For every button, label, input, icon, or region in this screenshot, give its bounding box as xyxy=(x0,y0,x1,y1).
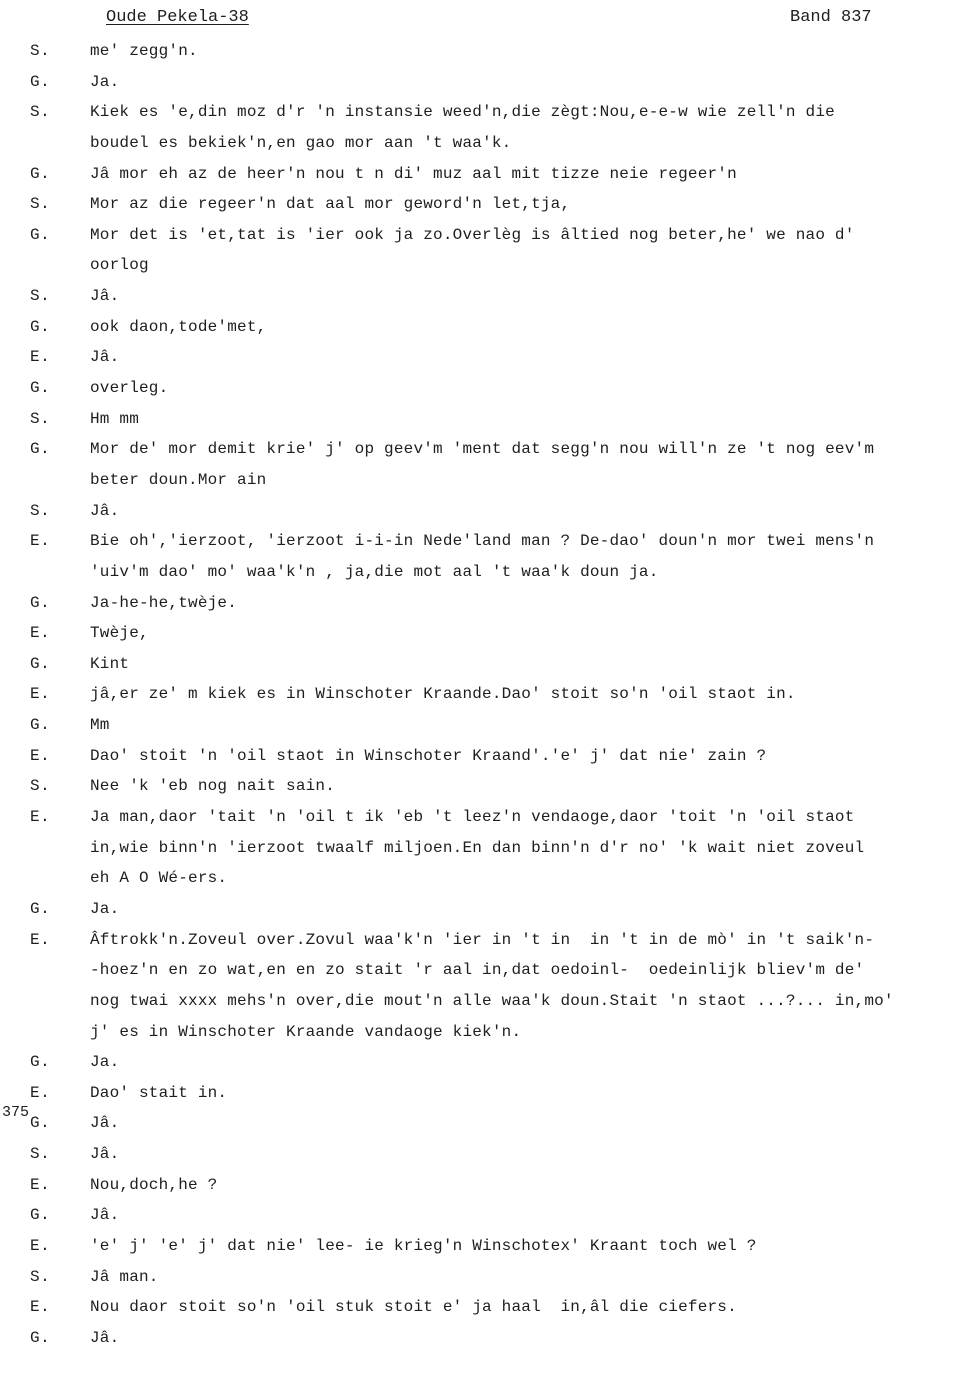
speaker-label: S. xyxy=(30,1145,51,1164)
transcript-line xyxy=(0,620,973,651)
utterance-text: Jâ. xyxy=(90,1328,120,1347)
transcript-line xyxy=(0,130,973,161)
transcript-line xyxy=(0,681,973,712)
transcript-line xyxy=(0,988,973,1019)
utterance-text: Jâ. xyxy=(90,1206,120,1225)
speaker-label: S. xyxy=(30,42,51,60)
speaker-label: E. xyxy=(30,930,51,949)
utterance-text: Mm xyxy=(90,716,110,735)
speaker-label: S. xyxy=(30,103,51,122)
utterance-text: Jâ. xyxy=(90,1114,120,1133)
speaker-label: G. xyxy=(30,379,51,398)
transcript-line xyxy=(0,69,973,100)
utterance-text: Dao' stoit 'n 'oil staot in Winschoter Kraand'.'e' j' dat nie' zain ? xyxy=(90,746,767,765)
tape-band-label: Band 837 xyxy=(790,8,872,27)
utterance-text: Ja-he-he,twèje. xyxy=(90,593,238,612)
transcript-line xyxy=(0,406,973,437)
transcript-line xyxy=(0,252,973,283)
utterance-text: Ja. xyxy=(90,1053,120,1072)
transcript-line xyxy=(0,38,973,69)
utterance-text: jâ,er ze' m kiek es in Winschoter Kraande.Dao' stoit so'n 'oil staot in. xyxy=(90,685,796,704)
transcript-line xyxy=(0,222,973,253)
transcript-line xyxy=(0,161,973,192)
utterance-text: Ja man,daor 'tait 'n 'oil t ik 'eb 't leez'n vendaoge,daor 'toit 'n 'oil staot xyxy=(90,808,855,827)
speaker-label: G. xyxy=(30,1114,51,1133)
speaker-label: G. xyxy=(30,654,51,673)
speaker-label: G. xyxy=(30,225,51,244)
transcript-line xyxy=(0,1110,973,1141)
transcript-line xyxy=(0,927,973,958)
transcript-line xyxy=(0,957,973,988)
transcript-line xyxy=(0,1233,973,1264)
utterance-text: Mor det is 'et,tat is 'ier ook ja zo.Overlèg is âltied nog beter,he' we nao d' xyxy=(90,225,855,244)
speaker-label: E. xyxy=(30,1083,51,1102)
utterance-text: beter doun.Mor ain xyxy=(90,470,267,489)
utterance-text: Ja. xyxy=(90,899,120,918)
utterance-text: Nou daor stoit so'n 'oil stuk stoit e' ja haal in,âl die ciefers. xyxy=(90,1298,737,1317)
transcript-line xyxy=(0,559,973,590)
transcript-line xyxy=(0,1202,973,1233)
speaker-label: E. xyxy=(30,685,51,704)
speaker-label: G. xyxy=(30,440,51,459)
speaker-label: S. xyxy=(30,1267,51,1286)
transcript-line xyxy=(0,1294,973,1325)
transcript-line xyxy=(0,1325,973,1356)
utterance-text: Jâ mor eh az de heer'n nou t n di' muz aal mit tizze neie regeer'n xyxy=(90,164,737,183)
utterance-text: in,wie binn'n 'ierzoot twaalf miljoen.En dan binn'n d'r no' 'k wait niet zoveul xyxy=(90,838,865,857)
utterance-text: 'e' j' 'e' j' dat nie' lee- ie krieg'n Winschotex' Kraant toch wel ? xyxy=(90,1236,757,1255)
transcript-line xyxy=(0,804,973,835)
transcript-lines xyxy=(0,38,973,1356)
speaker-label: E. xyxy=(30,624,51,643)
speaker-label: G. xyxy=(30,899,51,918)
transcript-line xyxy=(0,773,973,804)
margin-counter-note: 375 xyxy=(2,1104,30,1121)
utterance-text: nog twai xxxx mehs'n over,die mout'n alle waa'k doun.Stait 'n staot ...?... in,mo' xyxy=(90,991,894,1010)
utterance-text: Jâ. xyxy=(90,1145,120,1164)
transcript-line xyxy=(0,375,973,406)
speaker-label: G. xyxy=(30,164,51,183)
transcript-line xyxy=(0,865,973,896)
speaker-label: E. xyxy=(30,1175,51,1194)
utterance-text: Nee 'k 'eb nog nait sain. xyxy=(90,777,336,796)
utterance-text: Jâ. xyxy=(90,287,120,306)
transcript-line xyxy=(0,436,973,467)
speaker-label: G. xyxy=(30,1328,51,1347)
speaker-label: S. xyxy=(30,195,51,214)
speaker-label: E. xyxy=(30,746,51,765)
transcript-line xyxy=(0,283,973,314)
transcript-line xyxy=(0,590,973,621)
utterance-text: Jâ. xyxy=(90,348,120,367)
utterance-text: Kint xyxy=(90,654,130,673)
transcript-line xyxy=(0,1264,973,1295)
transcript-line xyxy=(0,651,973,682)
speaker-label: G. xyxy=(30,317,51,336)
speaker-label: G. xyxy=(30,1206,51,1225)
utterance-text: eh A O Wé-ers. xyxy=(90,869,228,888)
transcript-line xyxy=(0,1049,973,1080)
speaker-label: E. xyxy=(30,532,51,551)
page-title: Oude Pekela-38 xyxy=(106,8,249,27)
utterance-text: ook daon,tode'met, xyxy=(90,317,267,336)
speaker-label: E. xyxy=(30,808,51,827)
transcript-line xyxy=(0,99,973,130)
transcript-line xyxy=(0,528,973,559)
transcript-line xyxy=(0,344,973,375)
transcript-line xyxy=(0,743,973,774)
utterance-text: boudel es bekiek'n,en gao mor aan 't waa'k. xyxy=(90,133,512,152)
utterance-text: Kiek es 'e,din moz d'r 'n instansie weed'n,die zègt:Nou,e-e-w wie zell'n die xyxy=(90,103,835,122)
utterance-text: Mor az die regeer'n dat aal mor geword'n let,tja, xyxy=(90,195,571,214)
utterance-text: Ja. xyxy=(90,72,120,91)
utterance-text: Nou,doch,he ? xyxy=(90,1175,218,1194)
transcript-line xyxy=(0,835,973,866)
speaker-label: S. xyxy=(30,501,51,520)
transcript-line xyxy=(0,1141,973,1172)
utterance-text: j' es in Winschoter Kraande vandaoge kiek'n. xyxy=(90,1022,522,1041)
transcript-line xyxy=(0,1019,973,1050)
speaker-label: G. xyxy=(30,716,51,735)
transcript-line xyxy=(0,1172,973,1203)
speaker-label: E. xyxy=(30,1236,51,1255)
utterance-text: Hm mm xyxy=(90,409,140,428)
utterance-text: Âftrokk'n.Zoveul over.Zovul waa'k'n 'ier in 't in in 't in de mò' in 't saik'n- xyxy=(90,930,875,949)
speaker-label: E. xyxy=(30,348,51,367)
utterance-text: Dao' stait in. xyxy=(90,1083,228,1102)
transcript-line xyxy=(0,896,973,927)
utterance-text: Jâ. xyxy=(90,501,120,520)
transcript-line xyxy=(0,712,973,743)
utterance-text: Twèje, xyxy=(90,624,149,643)
utterance-text: overleg. xyxy=(90,379,169,398)
transcript-line xyxy=(0,498,973,529)
utterance-text: -hoez'n en zo wat,en en zo stait 'r aal in,dat oedoinl- oedeinlijk bliev'm de' xyxy=(90,961,865,980)
utterance-text: Mor de' mor demit krie' j' op geev'm 'ment dat segg'n nou will'n ze 't nog eev'm xyxy=(90,440,875,459)
speaker-label: S. xyxy=(30,409,51,428)
utterance-text: Jâ man. xyxy=(90,1267,159,1286)
transcript-line xyxy=(0,191,973,222)
speaker-label: G. xyxy=(30,72,51,91)
utterance-text: oorlog xyxy=(90,256,149,275)
transcript-line xyxy=(0,314,973,345)
speaker-label: E. xyxy=(30,1298,51,1317)
utterance-text: me' zegg'n. xyxy=(90,42,198,60)
utterance-text: 'uiv'm dao' mo' waa'k'n , ja,die mot aal 't waa'k doun ja. xyxy=(90,562,659,581)
speaker-label: G. xyxy=(30,1053,51,1072)
transcript-line xyxy=(0,467,973,498)
transcript-line xyxy=(0,1080,973,1111)
speaker-label: S. xyxy=(30,287,51,306)
speaker-label: S. xyxy=(30,777,51,796)
speaker-label: G. xyxy=(30,593,51,612)
utterance-text: Bie oh','ierzoot, 'ierzoot i-i-in Nede'land man ? De-dao' doun'n mor twei mens'n xyxy=(90,532,875,551)
